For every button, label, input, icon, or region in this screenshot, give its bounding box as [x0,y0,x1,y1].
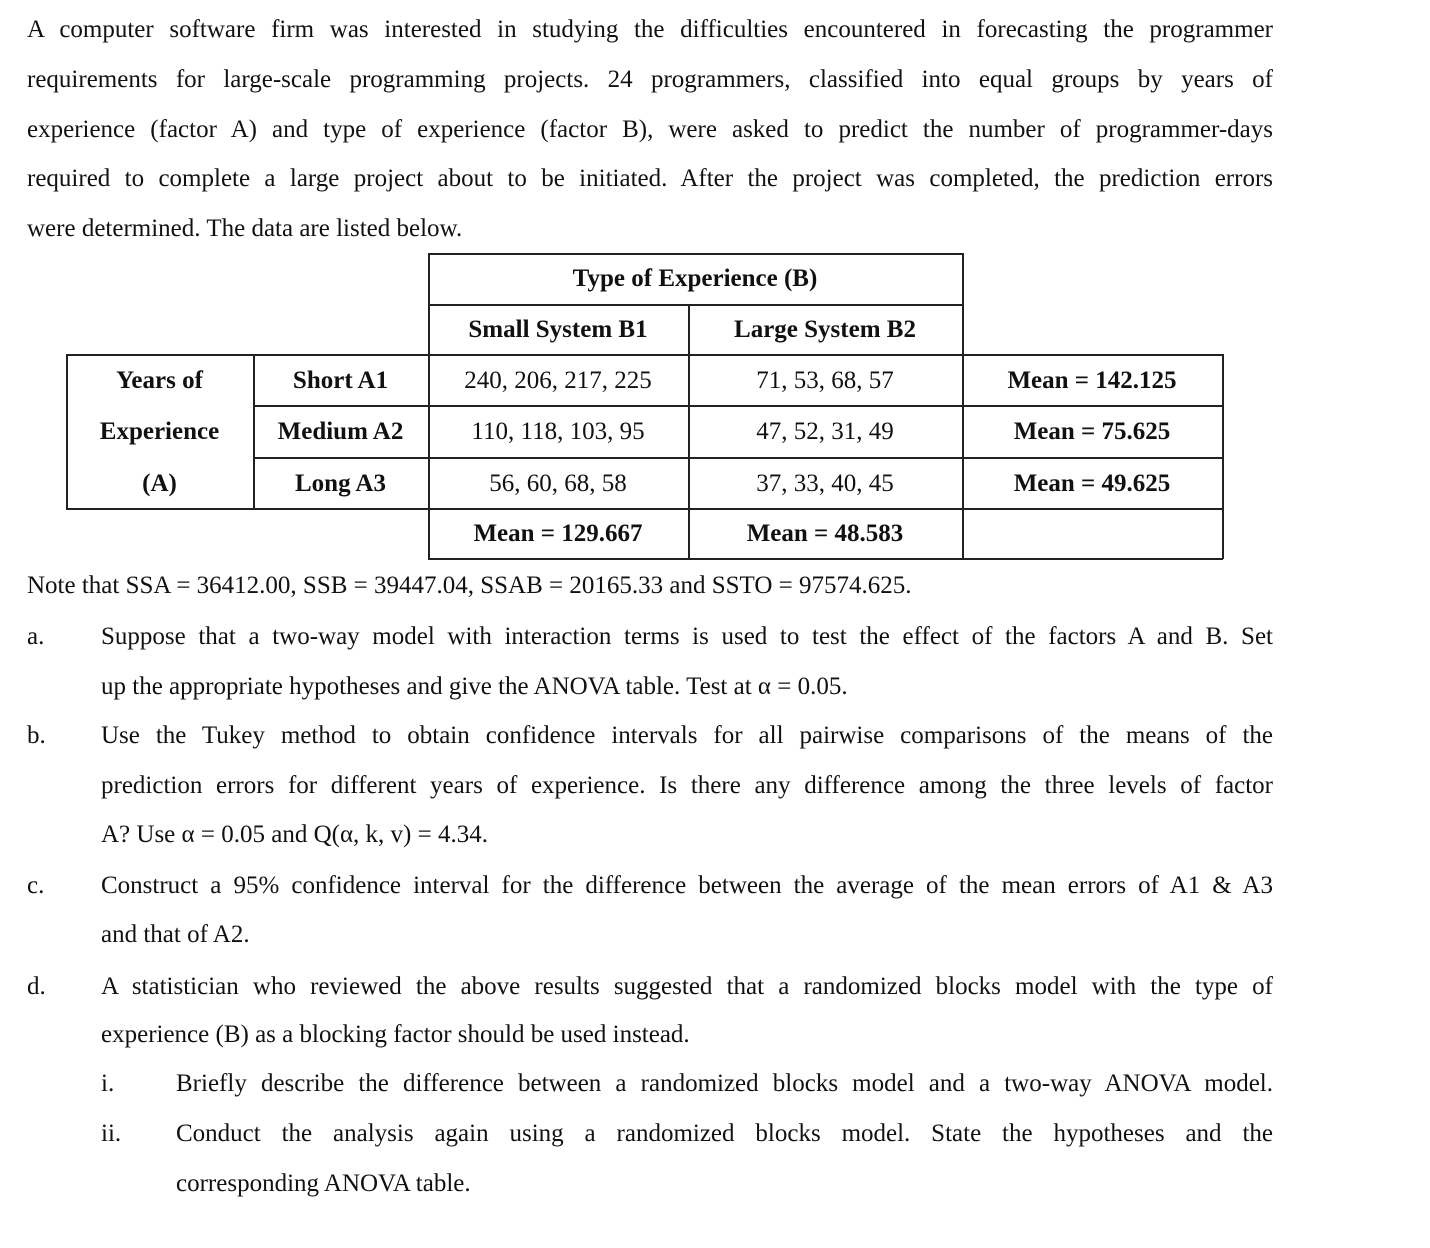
note-sums-of-squares: Note that SSA = 36412.00, SSB = 39447.04, SSAB = 20165.33 and SSTO = 97574.625. [27,572,912,599]
intro-line-5: were determined. The data are listed below. [27,215,463,242]
col-mean-b2: Mean = 48.583 [746,520,904,547]
header-small-system-b1: Small System B1 [468,316,648,343]
question-c-line-1: Construct a 95% confidence interval for the difference between the average of the mean errors of A1 & A3 [101,872,1273,899]
question-d-marker: d. [27,973,46,1000]
question-b-line-2: prediction errors for different years of experience. Is there any difference among the three levels of factor [101,772,1273,799]
question-d-line-1: A statistician who reviewed the above results suggested that a randomized blocks model with the type of [101,973,1273,1000]
factor-a-label-line-1: Years of [116,366,203,394]
question-d-line-2: experience (B) as a blocking factor should be used instead. [101,1021,690,1048]
question-a-marker: a. [27,623,45,650]
question-b-line-3: A? Use α = 0.05 and Q(α, k, v) = 4.34. [101,821,488,848]
question-a-line-1: Suppose that a two-way model with interaction terms is used to test the effect of the factors A and B. Set [101,623,1273,650]
header-type-of-experience: Type of Experience (B) [572,265,818,292]
header-large-system-b2: Large System B2 [734,316,916,343]
row-label-long-a3: Long A3 [294,469,386,497]
question-d-ii-marker: ii. [101,1120,122,1147]
cell-a2-b2: 47, 52, 31, 49 [756,418,894,445]
table-rule [1222,354,1224,559]
cell-a3-b1: 56, 60, 68, 58 [489,469,627,497]
question-d-ii-line-2: corresponding ANOVA table. [176,1170,471,1197]
question-a-line-2: up the appropriate hypotheses and give the ANOVA table. Test at α = 0.05. [101,673,848,700]
factor-a-label-line-3: (A) [142,469,177,497]
question-c-marker: c. [27,872,45,899]
cell-a3-b2: 37, 33, 40, 45 [756,469,894,497]
question-d-i-marker: i. [101,1070,115,1097]
row-label-short-a1: Short A1 [292,366,389,394]
question-b-line-1: Use the Tukey method to obtain confidence intervals for all pairwise comparisons of the means of the [101,722,1273,749]
row-label-medium-a2: Medium A2 [277,418,404,445]
question-c-line-2: and that of A2. [101,921,250,948]
intro-line-1: A computer software firm was interested in studying the difficulties encountered in forecasting the programmer [27,16,1273,43]
row-mean-a3: Mean = 49.625 [1013,469,1171,497]
intro-line-4: required to complete a large project about to be initiated. After the project was completed, the prediction errors [27,165,1273,192]
intro-line-2: requirements for large-scale programming projects. 24 programmers, classified into equal groups by years of [27,66,1273,93]
question-d-i-line-1: Briefly describe the difference between a randomized blocks model and a two-way ANOVA model. [176,1070,1273,1097]
cell-a1-b1: 240, 206, 217, 225 [464,366,652,394]
question-b-marker: b. [27,722,46,749]
intro-line-3: experience (factor A) and type of experience (factor B), were asked to predict the number of programmer-days [27,116,1273,143]
row-mean-a2: Mean = 75.625 [1013,418,1171,445]
cell-a2-b1: 110, 118, 103, 95 [471,418,645,445]
row-mean-a1: Mean = 142.125 [1007,366,1177,394]
factor-a-label-line-2: Experience [99,418,220,445]
col-mean-b1: Mean = 129.667 [473,520,643,547]
cell-a1-b2: 71, 53, 68, 57 [756,366,894,394]
question-d-ii-line-1: Conduct the analysis again using a randomized blocks model. State the hypotheses and the [176,1120,1273,1147]
